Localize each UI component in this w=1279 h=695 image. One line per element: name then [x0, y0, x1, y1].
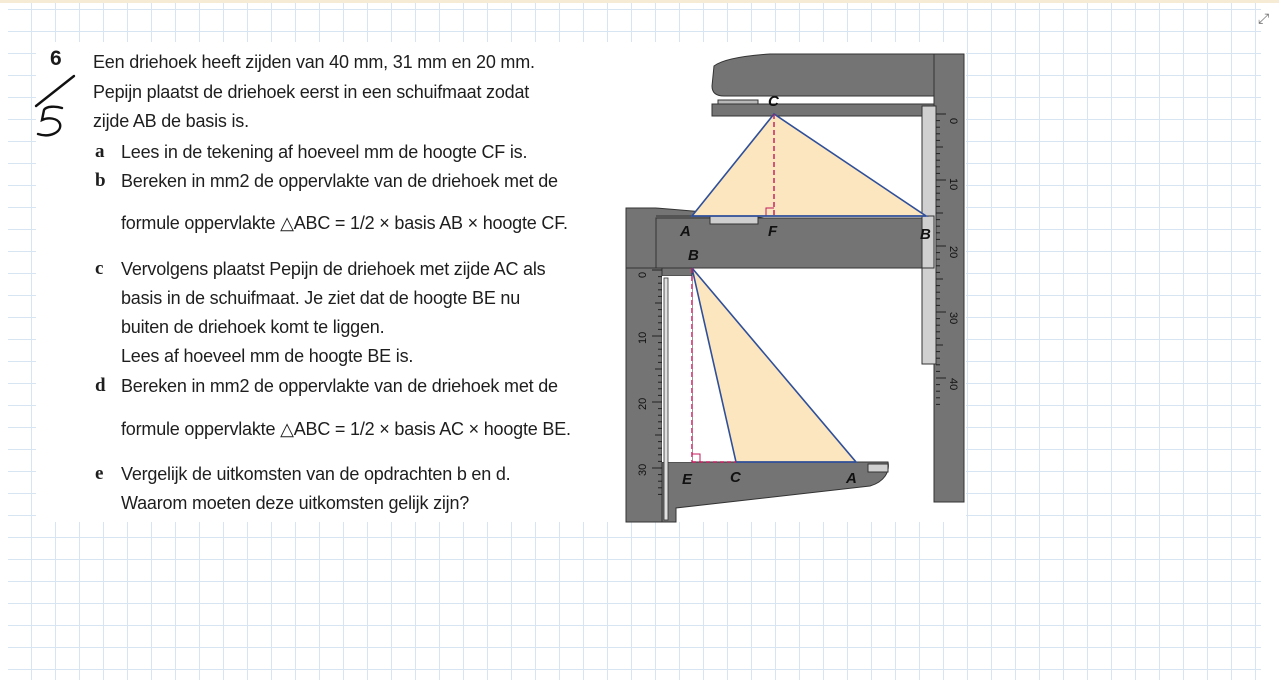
- part-e-line-1: Vergelijk de uitkomsten van de opdrachten b en d.: [121, 464, 511, 484]
- part-d-formula: formule oppervlakte △ABC = 1/2 × basis AC × hoogte BE.: [121, 419, 571, 439]
- bottom-triangle: [692, 268, 856, 462]
- top-point-A: A: [680, 223, 691, 240]
- left-scale-label-20: 20: [637, 397, 649, 410]
- right-scale-label-10: 10: [947, 178, 959, 191]
- part-b-label: b: [95, 170, 106, 191]
- bottom-point-E: E: [682, 471, 693, 488]
- handwritten-score-mark: [30, 66, 80, 146]
- right-scale-label-20: 20: [947, 246, 959, 259]
- intro-line-1: Een driehoek heeft zijden van 40 mm, 31 mm en 20 mm.: [93, 52, 535, 72]
- left-scale-label-10: 10: [637, 331, 649, 344]
- bottom-point-A: A: [846, 470, 857, 487]
- part-d-label: d: [95, 375, 106, 396]
- part-d-line-1: Bereken in mm2 de oppervlakte van de driehoek met de: [121, 376, 558, 396]
- part-a-label: a: [95, 141, 105, 162]
- intro-line-2: Pepijn plaatst de driehoek eerst in een schuifmaat zodat: [93, 82, 530, 102]
- part-b-formula: formule oppervlakte △ABC = 1/2 × basis AB × hoogte CF.: [121, 213, 568, 233]
- top-point-F: F: [768, 223, 778, 240]
- intro-line-3-text: zijde AB de basis is.: [93, 111, 249, 131]
- part-c-line-3: buiten de driehoek komt te liggen.: [121, 317, 385, 337]
- bottom-point-C: C: [730, 469, 741, 486]
- expand-icon[interactable]: ⤢: [1258, 10, 1270, 26]
- part-c-label: c: [95, 258, 104, 279]
- part-c-line-2: basis in de schuifmaat. Je ziet dat de hoogte BE nu: [121, 288, 521, 308]
- part-c-line-1: Vervolgens plaatst Pepijn de driehoek met zijde AC als: [121, 259, 546, 279]
- caliper-figure: [600, 42, 970, 526]
- part-e-label: e: [95, 463, 104, 484]
- bottom-caliper-ruler: [626, 268, 662, 522]
- left-scale-label-30: 30: [637, 463, 649, 476]
- bottom-point-B: B: [688, 247, 699, 264]
- part-c-line-4: Lees af hoeveel mm de hoogte BE is.: [121, 346, 414, 366]
- right-scale-label-30: 30: [947, 312, 959, 325]
- top-triangle: [692, 114, 926, 216]
- part-e-line-2: Waarom moeten deze uitkomsten gelijk zijn?: [121, 493, 470, 513]
- left-scale-label-0: 0: [637, 271, 649, 278]
- top-point-B: B: [920, 226, 931, 243]
- right-scale-label-0: 0: [947, 118, 959, 125]
- intro-line-3: [93, 111, 249, 132]
- exercise-number: 6: [50, 47, 62, 70]
- top-caliper-upper-jaw: [712, 54, 934, 96]
- top-point-C: C: [768, 93, 779, 110]
- part-b-line-1: Bereken in mm2 de oppervlakte van de driehoek met de: [121, 171, 558, 191]
- part-a-text: Lees in de tekening af hoeveel mm de hoogte CF is.: [121, 142, 528, 162]
- right-scale-label-40: 40: [947, 378, 959, 391]
